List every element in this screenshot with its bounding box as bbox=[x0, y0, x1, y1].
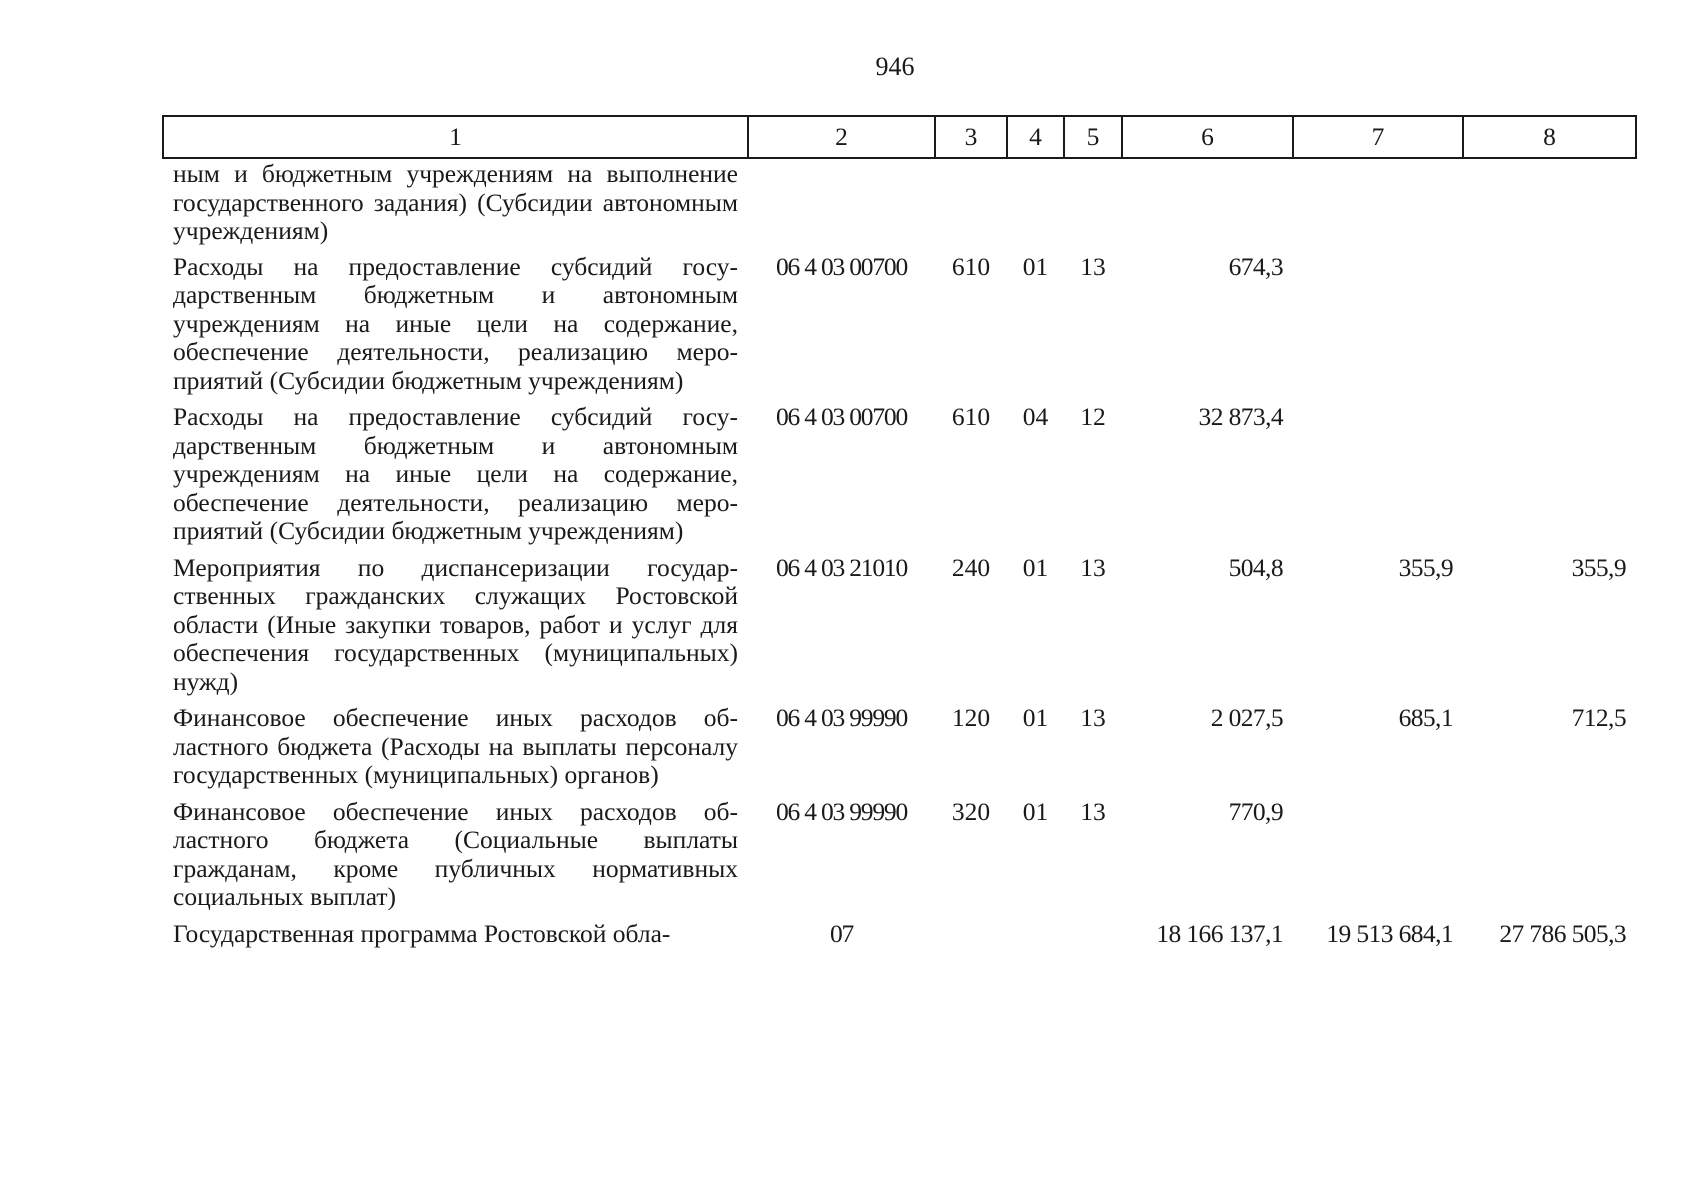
row-amount-year-2 bbox=[1293, 798, 1463, 920]
table-row bbox=[163, 253, 1636, 404]
row-description: Расходы на предоставление субсидий государственным бюджетным и автономным учреждениям на иные цели на содержание, обеспечение деятельности, реализацию мероприятий (Субсидии бюджетным учреждениям) bbox=[173, 251, 738, 395]
row-description: Финансовое обеспечение иных расходов областного бюджета (Расходы на выплаты персоналу государственных (муниципальных) органов) bbox=[173, 703, 738, 789]
column-header-1: 1 bbox=[163, 116, 748, 158]
row-subsection: 12 bbox=[1080, 402, 1106, 431]
column-header-2: 2 bbox=[748, 116, 935, 158]
column-header-7: 7 bbox=[1293, 116, 1463, 158]
row-amount-year-1: 18 166 137,1 bbox=[1156, 918, 1283, 948]
table-body bbox=[163, 158, 1636, 956]
row-target-code: 07 bbox=[829, 918, 854, 948]
row-section: 01 bbox=[1022, 552, 1049, 582]
row-amount-year-1: 770,9 bbox=[1228, 796, 1283, 826]
row-amount-year-1: 2 027,5 bbox=[1210, 703, 1283, 732]
row-subsection bbox=[1064, 920, 1122, 957]
row-amount-year-2 bbox=[1293, 158, 1463, 253]
row-amount-year-2 bbox=[1293, 253, 1463, 404]
row-description: Мероприятия по диспансеризации государственных гражданских служащих Ростовской области (Иные закупки товаров, работ и услуг для обеспечения государственных (муниципальных) нужд) bbox=[173, 552, 738, 696]
header-row bbox=[163, 116, 1636, 158]
row-expense-type: 610 bbox=[951, 251, 991, 281]
row-target-code: 06 4 03 99990 bbox=[775, 703, 908, 732]
row-amount-year-3: 712,5 bbox=[1571, 703, 1626, 732]
row-description: Государственная программа Ростовской обла- bbox=[173, 918, 671, 948]
row-amount-year-3: 27 786 505,3 bbox=[1499, 918, 1626, 948]
row-target-code: 06 4 03 00700 bbox=[775, 251, 908, 281]
table-row bbox=[163, 798, 1636, 920]
row-subsection bbox=[1064, 158, 1122, 253]
table-row bbox=[163, 158, 1636, 253]
row-amount-year-3 bbox=[1463, 158, 1636, 253]
row-description: Расходы на предоставление субсидий государственным бюджетным и автономным учреждениям на иные цели на содержание, обеспечение деятельности, реализацию мероприятий (Субсидии бюджетным учреждениям) bbox=[173, 402, 738, 545]
row-amount-year-3 bbox=[1463, 403, 1636, 554]
row-target-code: 06 4 03 21010 bbox=[775, 552, 908, 582]
row-amount-year-2 bbox=[1293, 403, 1463, 554]
column-header-5: 5 bbox=[1064, 116, 1122, 158]
row-target-code bbox=[748, 158, 935, 253]
row-section: 01 bbox=[1022, 703, 1049, 732]
row-subsection: 13 bbox=[1080, 552, 1106, 582]
row-expense-type bbox=[935, 158, 1007, 253]
row-section bbox=[1007, 920, 1064, 957]
row-amount-year-3 bbox=[1463, 253, 1636, 404]
row-amount-year-1: 32 873,4 bbox=[1198, 402, 1283, 431]
table-header bbox=[163, 116, 1636, 158]
column-header-8: 8 bbox=[1463, 116, 1636, 158]
table-row bbox=[163, 920, 1636, 957]
row-section bbox=[1007, 158, 1064, 253]
table-row bbox=[163, 403, 1636, 554]
row-amount-year-1: 504,8 bbox=[1228, 552, 1283, 582]
row-expense-type: 120 bbox=[951, 703, 991, 732]
row-target-code: 06 4 03 99990 bbox=[775, 796, 908, 826]
row-expense-type: 320 bbox=[951, 796, 991, 826]
row-target-code: 06 4 03 00700 bbox=[775, 402, 908, 431]
row-amount-year-1 bbox=[1122, 158, 1293, 253]
row-section: 01 bbox=[1022, 251, 1049, 281]
row-amount-year-1: 674,3 bbox=[1228, 251, 1283, 281]
row-description: Финансовое обеспечение иных расходов областного бюджета (Социальные выплаты гражданам, кроме публичных нормативных социальных выплат) bbox=[173, 796, 738, 911]
table-row bbox=[163, 704, 1636, 798]
row-expense-type bbox=[935, 920, 1007, 957]
row-subsection: 13 bbox=[1080, 251, 1106, 281]
page-number: 946 bbox=[875, 52, 915, 81]
row-amount-year-2: 685,1 bbox=[1398, 703, 1453, 732]
row-amount-year-3: 355,9 bbox=[1571, 552, 1626, 582]
column-header-4: 4 bbox=[1007, 116, 1064, 158]
row-subsection: 13 bbox=[1080, 703, 1106, 732]
row-amount-year-2: 19 513 684,1 bbox=[1326, 918, 1453, 948]
row-subsection: 13 bbox=[1080, 796, 1106, 826]
budget-table bbox=[162, 115, 1637, 956]
row-expense-type: 610 bbox=[951, 402, 991, 431]
row-amount-year-2: 355,9 bbox=[1398, 552, 1453, 582]
row-description: ным и бюджетным учреждениям на выполнение государственного задания) (Субсидии автономным учреждениям) bbox=[173, 159, 738, 245]
row-section: 01 bbox=[1022, 796, 1049, 826]
row-expense-type: 240 bbox=[951, 552, 991, 582]
row-amount-year-3 bbox=[1463, 798, 1636, 920]
table-row bbox=[163, 554, 1636, 705]
column-header-3: 3 bbox=[935, 116, 1007, 158]
row-section: 04 bbox=[1022, 402, 1049, 431]
column-header-6: 6 bbox=[1122, 116, 1293, 158]
